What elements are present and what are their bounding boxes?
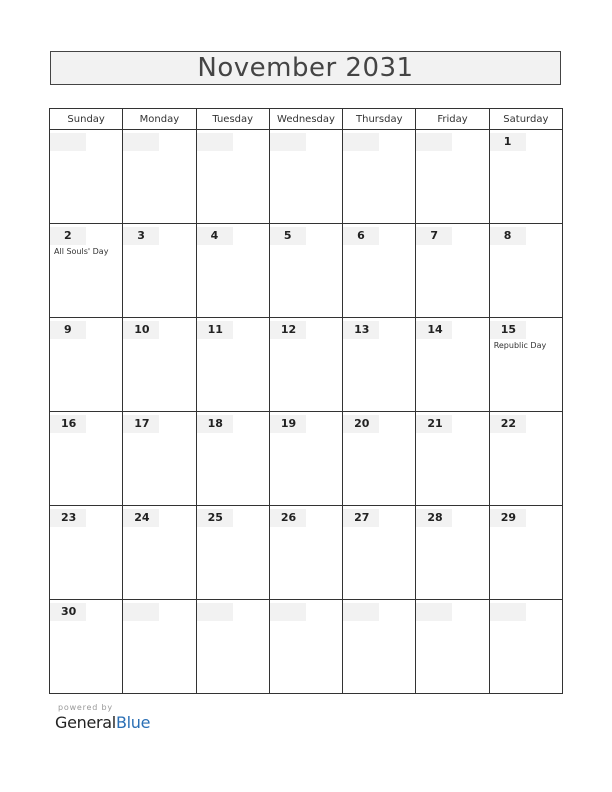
- week-row: [50, 600, 563, 694]
- day-number: [197, 133, 233, 151]
- calendar-title: November 2031: [197, 53, 414, 83]
- weekday-header: Thursday: [343, 109, 416, 130]
- day-cell: [416, 506, 489, 600]
- day-cell: [489, 318, 562, 412]
- brand-blue: Blue: [115, 713, 151, 732]
- day-number: 14: [416, 321, 452, 339]
- day-number: 6: [343, 227, 379, 245]
- day-cell: [269, 506, 342, 600]
- day-cell: [196, 318, 269, 412]
- day-number: 27: [343, 509, 379, 527]
- day-number: 20: [343, 415, 379, 433]
- week-row: [50, 506, 563, 600]
- brand-general: General: [55, 713, 116, 732]
- day-number: [490, 603, 526, 621]
- day-number: [123, 133, 159, 151]
- day-number: 25: [197, 509, 233, 527]
- day-cell: [343, 600, 416, 694]
- day-number: 18: [197, 415, 233, 433]
- calendar-grid: [49, 108, 563, 694]
- day-number: 19: [270, 415, 306, 433]
- brand-logo: [55, 713, 150, 732]
- day-number: 30: [50, 603, 86, 621]
- day-cell: [489, 412, 562, 506]
- day-number: 24: [123, 509, 159, 527]
- day-number: [123, 603, 159, 621]
- day-cell: [50, 506, 123, 600]
- footer: [55, 703, 150, 732]
- calendar-title-box: [50, 51, 561, 85]
- day-number: [50, 133, 86, 151]
- weekday-header: Wednesday: [269, 109, 342, 130]
- day-number: 2: [50, 227, 86, 245]
- day-cell: [269, 412, 342, 506]
- day-number: 9: [50, 321, 86, 339]
- week-row: [50, 130, 563, 224]
- weekday-header: Sunday: [50, 109, 123, 130]
- day-cell: [489, 506, 562, 600]
- day-cell: [343, 224, 416, 318]
- week-row: [50, 412, 563, 506]
- day-number: [343, 603, 379, 621]
- day-number: [270, 133, 306, 151]
- day-cell: [50, 130, 123, 224]
- weekday-header: Tuesday: [196, 109, 269, 130]
- day-cell: [196, 224, 269, 318]
- day-number: 29: [490, 509, 526, 527]
- day-number: 5: [270, 227, 306, 245]
- day-number: 11: [197, 321, 233, 339]
- day-number: 4: [197, 227, 233, 245]
- day-cell: [123, 318, 196, 412]
- day-cell: [489, 600, 562, 694]
- day-cell: [489, 130, 562, 224]
- day-number: 17: [123, 415, 159, 433]
- day-cell: [196, 412, 269, 506]
- day-number: 23: [50, 509, 86, 527]
- day-cell: [269, 130, 342, 224]
- day-number: 3: [123, 227, 159, 245]
- day-number: [197, 603, 233, 621]
- day-cell: [343, 318, 416, 412]
- weekday-header: Friday: [416, 109, 489, 130]
- day-number: 26: [270, 509, 306, 527]
- day-number: 13: [343, 321, 379, 339]
- week-row: [50, 318, 563, 412]
- day-number: [343, 133, 379, 151]
- weekday-header: Saturday: [489, 109, 562, 130]
- day-cell: [416, 318, 489, 412]
- day-cell: [269, 318, 342, 412]
- day-number: 22: [490, 415, 526, 433]
- powered-by-text: powered by: [58, 703, 113, 712]
- day-cell: [269, 600, 342, 694]
- day-number: 21: [416, 415, 452, 433]
- day-cell: [416, 600, 489, 694]
- day-number: 8: [490, 227, 526, 245]
- day-cell: [50, 600, 123, 694]
- day-cell: [343, 412, 416, 506]
- day-number: [270, 603, 306, 621]
- weekday-header: Monday: [123, 109, 196, 130]
- day-cell: [489, 224, 562, 318]
- day-number: 1: [490, 133, 526, 151]
- day-cell: [343, 130, 416, 224]
- day-number: 7: [416, 227, 452, 245]
- day-cell: [50, 412, 123, 506]
- day-cell: [196, 600, 269, 694]
- day-cell: [123, 600, 196, 694]
- day-number: 16: [50, 415, 86, 433]
- day-cell: [50, 224, 123, 318]
- day-number: [416, 133, 452, 151]
- day-number: 12: [270, 321, 306, 339]
- weekday-header-row: [50, 109, 563, 130]
- holiday-label: All Souls' Day: [54, 247, 109, 256]
- day-cell: [416, 130, 489, 224]
- day-cell: [123, 224, 196, 318]
- day-number: 28: [416, 509, 452, 527]
- day-cell: [123, 412, 196, 506]
- day-cell: [50, 318, 123, 412]
- day-cell: [123, 506, 196, 600]
- day-number: 15: [490, 321, 526, 339]
- holiday-label: Republic Day: [493, 341, 547, 350]
- day-number: 10: [123, 321, 159, 339]
- day-cell: [196, 130, 269, 224]
- day-cell: [269, 224, 342, 318]
- week-row: [50, 224, 563, 318]
- day-cell: [343, 506, 416, 600]
- day-cell: [416, 412, 489, 506]
- day-number: [416, 603, 452, 621]
- day-cell: [416, 224, 489, 318]
- day-cell: [196, 506, 269, 600]
- day-cell: [123, 130, 196, 224]
